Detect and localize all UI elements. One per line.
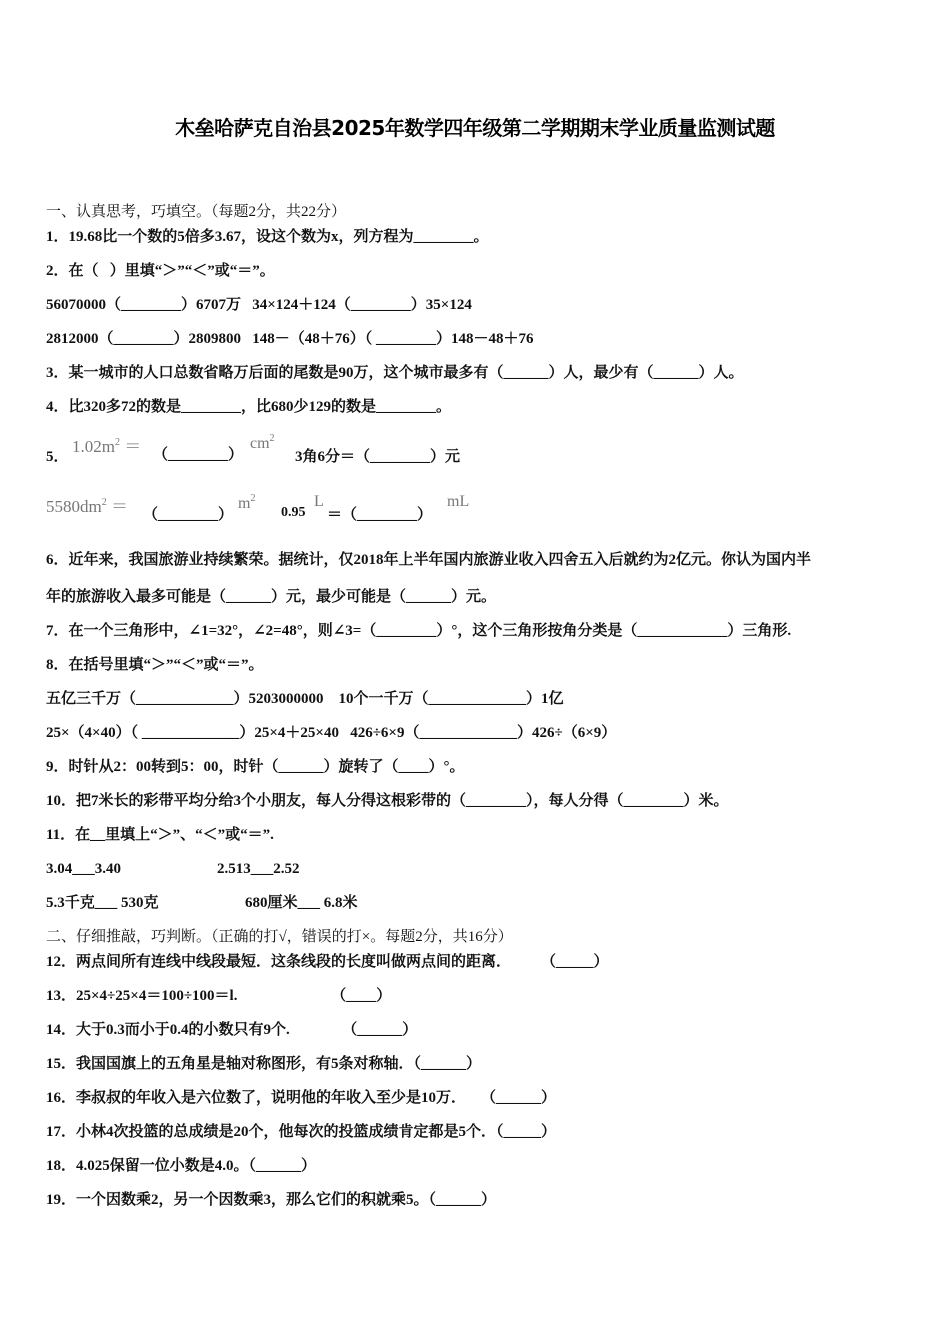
q5-part-b: 3角6分＝（________）元	[295, 449, 461, 465]
question-3: 3．某一城市的人口总数省略万后面的尾数是90万，这个城市最多有（______）人，最少有（______）人。	[46, 365, 744, 381]
section-1-header: 一、认真思考，巧填空。（每题2分，共22分）	[46, 204, 347, 220]
question-11-a: 3.04___3.40	[46, 861, 121, 877]
question-12: 12．两点间所有连线中线段最短．这条线段的长度叫做两点间的距离． （_____）	[46, 954, 609, 970]
question-2-row-2: 2812000（________）2809800 148－（48＋76）（ ________）148－48＋76	[46, 331, 534, 347]
question-11-d: 680厘米___ 6.8米	[245, 895, 358, 911]
q5-blank-c: （________）	[143, 507, 234, 523]
q5-unit-d: L	[314, 493, 324, 510]
question-8-prompt: 8．在括号里填“＞”“＜”或“＝”。	[46, 657, 264, 673]
question-17: 17．小林4次投篮的总成绩是20个，他每次的投篮成绩肯定都是5个．（_____）	[46, 1124, 557, 1140]
question-18: 18．4.025保留一位小数是4.0。（______）	[46, 1158, 317, 1174]
question-11-b: 2.513___2.52	[217, 861, 300, 877]
question-11-c: 5.3千克___ 530克	[46, 895, 159, 911]
q5-blank-d: ＝（________）	[327, 507, 433, 523]
question-11-prompt: 11．在__里填上“＞”、“＜”或“＝”.	[46, 827, 274, 843]
question-10: 10．把7米长的彩带平均分给3个小朋友，每人分得这根彩带的（________），每人分得（________）米。	[46, 793, 729, 809]
page-title: 木垒哈萨克自治县2025年数学四年级第二学期期末学业质量监测试题	[175, 116, 775, 140]
question-13: 13．25×4÷25×4＝100÷100＝l. （____）	[46, 988, 392, 1004]
question-8-row-2: 25×（4×40）（ _____________）25×4＋25×40 426÷6×9（_____________）426÷（6×9）	[46, 725, 617, 741]
question-2-row-1: 56070000（________）6707万 34×124＋124（________）35×124	[46, 297, 472, 313]
question-4: 4．比320多72的数是________，比680少129的数是________。	[46, 399, 452, 415]
question-2-prompt: 2．在（ ）里填“＞”“＜”或“＝”。	[46, 263, 275, 279]
q5-expr-c: $5580dm^2$ ＝	[46, 497, 128, 516]
question-6-line-2: 年的旅游收入最多可能是（______）元，最少可能是（______）元。	[46, 589, 497, 605]
q5-blank-a: （________）	[153, 447, 244, 463]
question-5-number: 5．	[46, 449, 69, 465]
q5-unit-c: $m^2$	[238, 493, 256, 512]
q5-unit-d2: mL	[447, 493, 470, 510]
question-6-line-1: 6．近年来，我国旅游业持续繁荣。据统计，仅2018年上半年国内旅游业收入四舍五入后就约为2亿元。你认为国内半	[46, 552, 812, 568]
question-8-row-1: 五亿三千万（_____________）5203000000 10个一千万（_____________）1亿	[46, 691, 564, 707]
question-14: 14．大于0.3而小于0.4的小数只有9个. （______）	[46, 1022, 418, 1038]
question-7: 7．在一个三角形中，∠1=32°，∠2=48°，则∠3=（________）°，这个三角形按角分类是（____________）三角形.	[46, 623, 792, 639]
question-9: 9．时针从2：00转到5：00，时针（______）旋转了（____）°。	[46, 759, 465, 775]
question-16: 16．李叔叔的年收入是六位数了，说明他的年收入至少是10万． （______）	[46, 1090, 557, 1106]
question-1: 1．19.68比一个数的5倍多3.67，设这个数为x，列方程为________。	[46, 229, 489, 245]
q5-number-d: 0.95	[281, 505, 306, 520]
question-15: 15．我国国旗上的五角星是轴对称图形，有5条对称轴．（______）	[46, 1056, 482, 1072]
q5-expr-a: $1.02m^2$ ＝	[72, 437, 142, 456]
section-2-header: 二、仔细推敲，巧判断。（正确的打√，错误的打×。每题2分，共16分）	[46, 929, 513, 945]
question-19: 19．一个因数乘2，另一个因数乘3，那么它们的积就乘5。（______）	[46, 1192, 497, 1208]
q5-unit-a: $cm^2$	[250, 433, 275, 452]
